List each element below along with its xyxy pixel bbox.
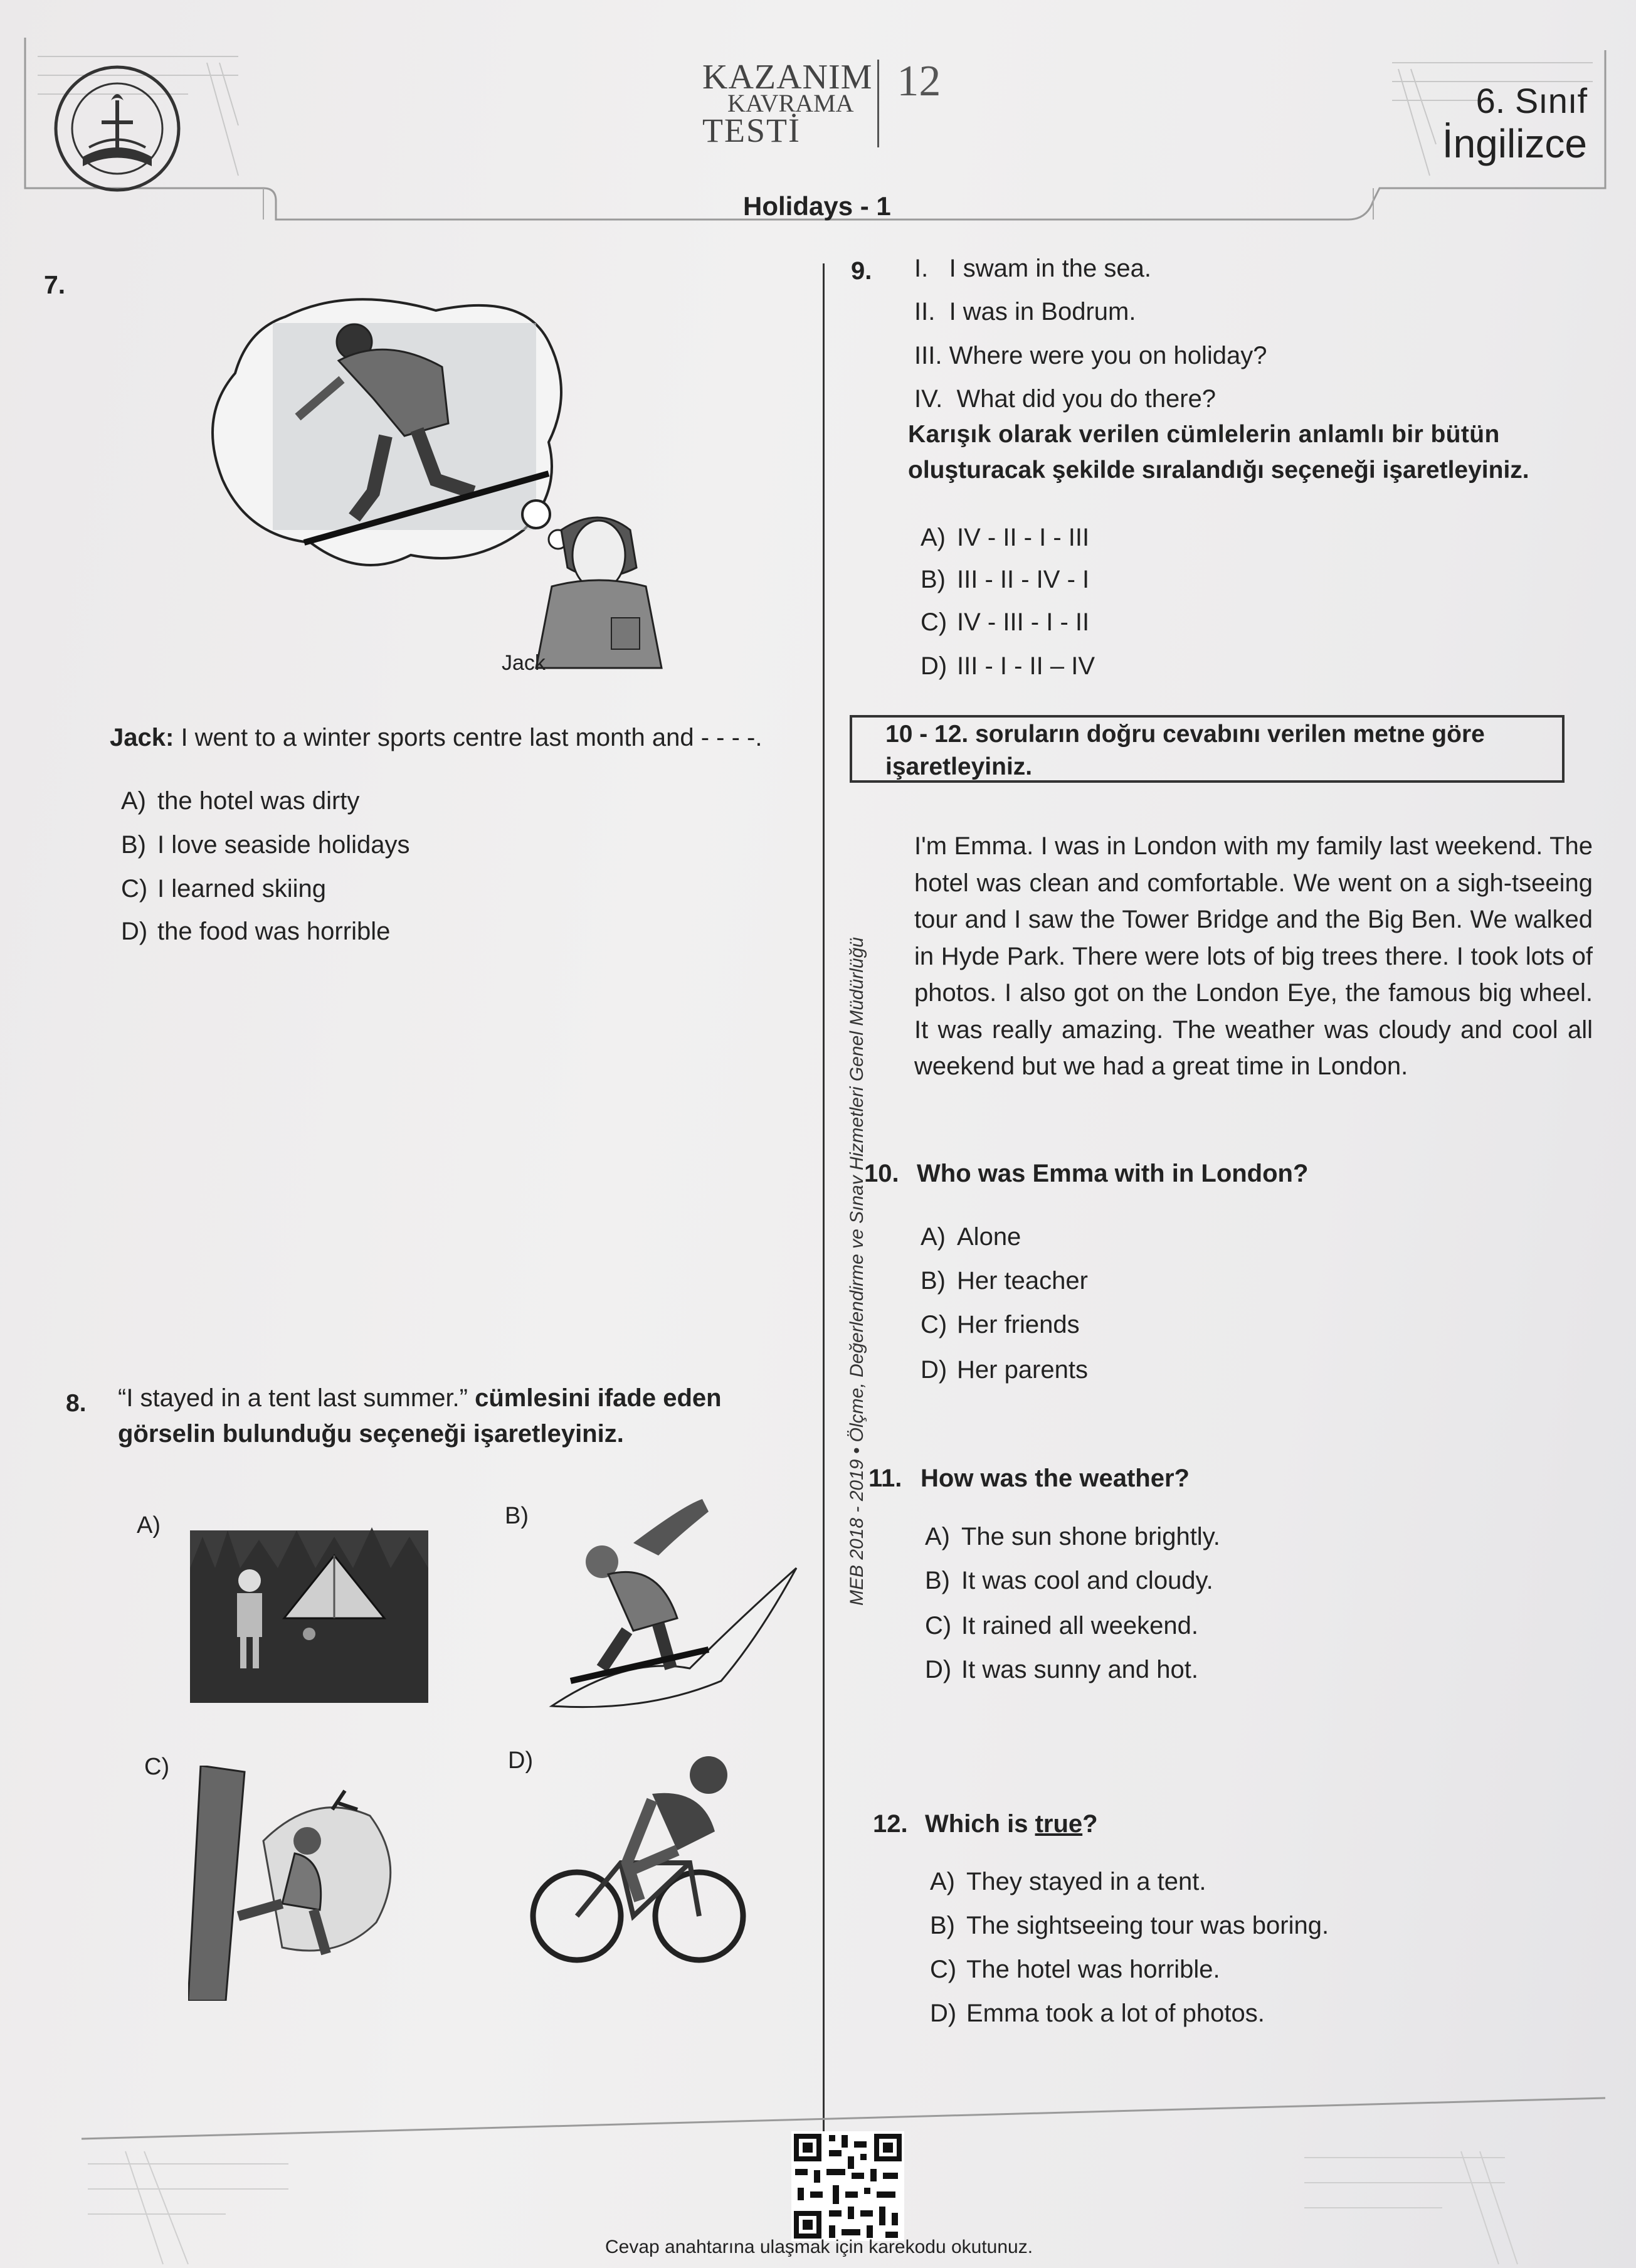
option-d-cycling-image[interactable] (527, 1744, 752, 1969)
option-b[interactable]: B) III - II - IV - I (921, 566, 1090, 593)
instruction-line2: oluşturacak şekilde sıralandığı seçeneği işaretleyiniz. (908, 457, 1529, 484)
question-text: Which is true? (925, 1810, 1098, 1838)
question-number: 12. (873, 1810, 908, 1838)
question-number: 7. (44, 270, 66, 299)
sentence-2: II. I was in Bodrum. (914, 298, 1136, 326)
jack-thought-illustration (198, 292, 699, 681)
option-a[interactable]: A) IV - II - I - III (921, 524, 1090, 551)
subject-label: İngilizce (1442, 121, 1587, 166)
question-number: 8. (66, 1390, 87, 1417)
question-number: 11. (868, 1465, 902, 1492)
qr-code[interactable] (791, 2131, 904, 2241)
option-b-letter: B) (505, 1503, 529, 1529)
kazanim-kavrama-title: KAZANIM KAVRAMA TESTİ 12 (702, 57, 941, 149)
option-c[interactable]: C) The hotel was horrible. (930, 1956, 1220, 1983)
sentence-3: III. Where were you on holiday? (914, 342, 1267, 369)
option-d[interactable]: D) III - I - II – IV (921, 652, 1095, 680)
option-d[interactable]: D) It was sunny and hot. (925, 1656, 1199, 1683)
option-c-letter: C) (144, 1754, 170, 1780)
question-number: 10. (864, 1160, 899, 1187)
option-b[interactable]: B) The sightseeing tour was boring. (930, 1912, 1329, 1939)
question-text: How was the weather? (921, 1465, 1190, 1492)
test-number: 12 (897, 57, 941, 105)
option-a-camping-image[interactable] (190, 1512, 428, 1703)
option-b[interactable]: B) Her teacher (921, 1267, 1088, 1295)
option-b[interactable]: B) I love seaside holidays (121, 831, 410, 859)
option-d[interactable]: D) Emma took a lot of photos. (930, 2000, 1265, 2027)
option-a-letter: A) (137, 1512, 161, 1539)
option-a[interactable]: A) The sun shone brightly. (925, 1523, 1220, 1550)
option-d[interactable]: D) Her parents (921, 1356, 1088, 1384)
instruction-box-line1: 10 - 12. soruların doğru cevabını verilen metne göre (885, 721, 1485, 748)
option-b[interactable]: B) It was cool and cloudy. (925, 1567, 1213, 1594)
option-c[interactable]: C) IV - III - I - II (921, 608, 1090, 636)
question-number: 9. (851, 257, 872, 285)
image-label: Jack (502, 651, 546, 675)
question-text: Who was Emma with in London? (917, 1160, 1309, 1187)
instruction-line1: Karışık olarak verilen cümlelerin anlamlı bir bütün (908, 421, 1500, 448)
question-prompt-line2: görselin bulunduğu seçeneği işaretleyiniz. (118, 1420, 624, 1448)
column-divider (823, 263, 825, 2220)
option-a[interactable]: A) the hotel was dirty (121, 787, 360, 815)
grade-label: 6. Sınıf (1475, 81, 1587, 120)
option-d[interactable]: D) the food was horrible (121, 918, 391, 945)
option-c[interactable]: C) It rained all weekend. (925, 1612, 1199, 1640)
option-c-climbing-image[interactable] (188, 1766, 408, 2001)
option-a[interactable]: A) They stayed in a tent. (930, 1868, 1206, 1895)
unit-title: Holidays - 1 (743, 191, 891, 221)
sentence-4: IV. What did you do there? (914, 385, 1216, 413)
footer-qr-caption: Cevap anahtarına ulaşmak için karekodu okutunuz. (605, 2237, 1033, 2257)
sentence-1: I. I swam in the sea. (914, 255, 1151, 282)
option-c[interactable]: C) I learned skiing (121, 875, 327, 903)
ministry-logo (51, 63, 183, 194)
question-prompt: Jack: I went to a winter sports centre last month and - - - -. (110, 724, 763, 751)
option-d-letter: D) (508, 1747, 534, 1774)
reading-passage: I'm Emma. I was in London with my family last weekend. The hotel was clean and comfortable. We went on a sigh-tseeing tour and I saw the Tower Bridge and the Big Ben. We walked in Hyde Park. There were lots of big trees there. I took lots of photos. I also got on the London Eye, the famous big wheel. It was really amazing. The weather was cloudy and cool all weekend but we had a great time in London. (914, 832, 1593, 1080)
side-credit-text: MEB 2018 - 2019 • Ölçme, Değerlendirme ve Sınav Hizmetleri Genel Müdürlüğü (847, 937, 867, 1606)
instruction-box-line2: işaretleyiniz. (885, 753, 1033, 780)
option-a[interactable]: A) Alone (921, 1223, 1021, 1251)
question-prompt: “I stayed in a tent last summer.” cümlesini ifade eden (118, 1384, 722, 1412)
option-c[interactable]: C) Her friends (921, 1311, 1080, 1338)
option-b-snowboard-image[interactable] (533, 1493, 809, 1719)
